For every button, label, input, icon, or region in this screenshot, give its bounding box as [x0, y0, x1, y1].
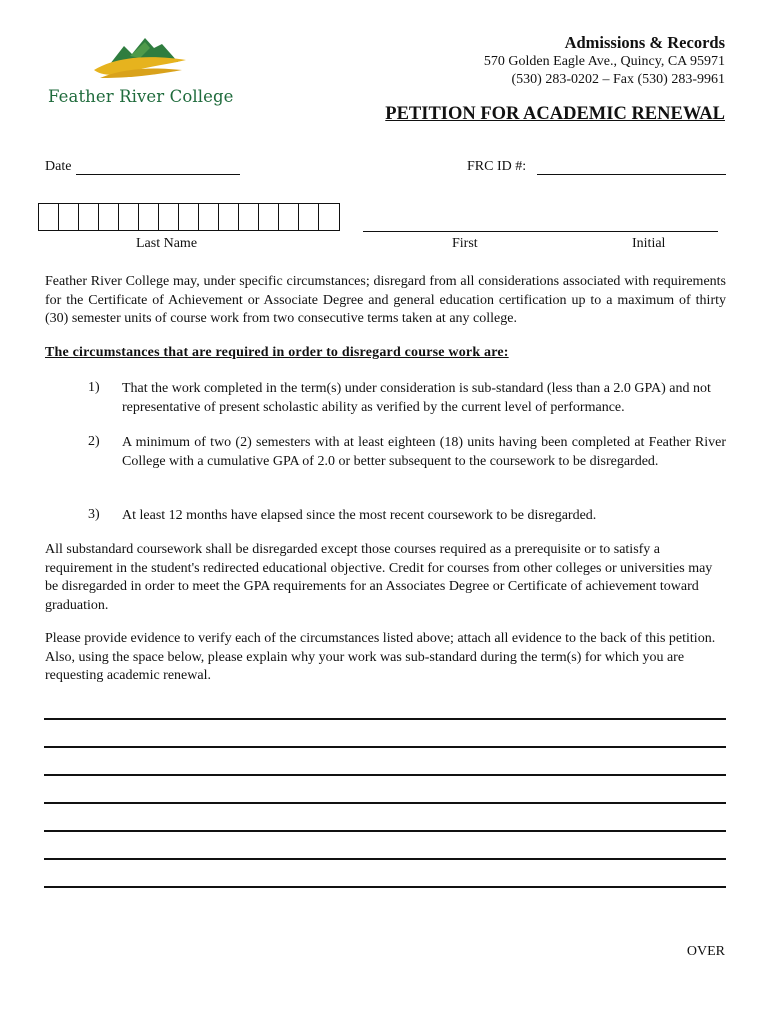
college-name: Feather River College	[48, 87, 234, 106]
last-name-box[interactable]	[179, 204, 199, 230]
date-field[interactable]	[76, 174, 240, 175]
circumstance-text: At least 12 months have elapsed since the most recent coursework to be disregarded.	[122, 508, 597, 523]
explanation-line[interactable]	[44, 858, 726, 860]
last-name-boxes[interactable]	[38, 203, 340, 231]
college-logo	[48, 34, 238, 114]
intro-paragraph: Feather River College may, under specific circumstances; disregard from all considerations associated with requirements for the Certificate of Achievement or Associate Degree and general education certification up to a maximum of thirty (30) semester units of course work from two consecutive terms taken at any college.	[45, 274, 726, 326]
date-label: Date	[45, 159, 72, 174]
circumstances-heading: The circumstances that are required in order to disregard course work are:	[45, 345, 509, 360]
explanation-line[interactable]	[44, 718, 726, 720]
last-name-box[interactable]	[159, 204, 179, 230]
last-name-box[interactable]	[279, 204, 299, 230]
explanation-line[interactable]	[44, 802, 726, 804]
circumstance-number: 3)	[88, 507, 100, 522]
last-name-box[interactable]	[59, 204, 79, 230]
first-initial-field[interactable]	[363, 231, 718, 232]
office-address: 570 Golden Eagle Ave., Quincy, CA 95971	[483, 54, 725, 69]
explanation-line[interactable]	[44, 774, 726, 776]
substandard-note: All substandard coursework shall be disregarded except those courses required as a prerequisite or to satisfy a requirement in the student's redirected educational objective. Credit for courses from other colleges or universities may be disregarded in order to meet the GPA requirements for an Associates Degree or Certificate of achievement toward graduation.	[45, 542, 713, 613]
initial-label: Initial	[632, 236, 666, 251]
explanation-line[interactable]	[44, 886, 726, 888]
explanation-line[interactable]	[44, 830, 726, 832]
last-name-box[interactable]	[199, 204, 219, 230]
last-name-box[interactable]	[79, 204, 99, 230]
last-name-box[interactable]	[139, 204, 159, 230]
last-name-box[interactable]	[39, 204, 59, 230]
circumstance-text: That the work completed in the term(s) under consideration is sub-standard (less than a 2.0 GPA) and not representative of present scholastic ability as verified by the current level of performance.	[122, 381, 711, 415]
office-name: Admissions & Records	[564, 33, 725, 52]
frc-id-label: FRC ID #:	[467, 159, 527, 174]
last-name-box[interactable]	[259, 204, 279, 230]
last-name-box[interactable]	[219, 204, 239, 230]
last-name-box[interactable]	[239, 204, 259, 230]
circumstance-number: 1)	[88, 380, 100, 395]
last-name-box[interactable]	[299, 204, 319, 230]
evidence-note: Please provide evidence to verify each of the circumstances listed above; attach all evidence to the back of this petition. Also, using the space below, please explain why your work was sub-standard during the term(s) for which you are requesting academic renewal.	[45, 631, 716, 683]
office-phone: (530) 283-0202 – Fax (530) 283-9961	[511, 72, 725, 87]
last-name-label: Last Name	[136, 236, 198, 251]
form-title: PETITION FOR ACADEMIC RENEWAL	[385, 104, 725, 124]
explanation-line[interactable]	[44, 746, 726, 748]
last-name-box[interactable]	[119, 204, 139, 230]
first-name-label: First	[452, 236, 478, 251]
circumstance-number: 2)	[88, 434, 100, 449]
frc-id-field[interactable]	[537, 174, 726, 175]
over-label: OVER	[686, 944, 725, 959]
college-logo-mark-icon	[90, 34, 190, 84]
circumstance-text: A minimum of two (2) semesters with at least eighteen (18) units having been completed at Feather River College with a cumulative GPA of 2.0 or better subsequent to the coursework to be disregarded.	[122, 435, 726, 469]
last-name-box[interactable]	[99, 204, 119, 230]
last-name-box[interactable]	[319, 204, 339, 230]
